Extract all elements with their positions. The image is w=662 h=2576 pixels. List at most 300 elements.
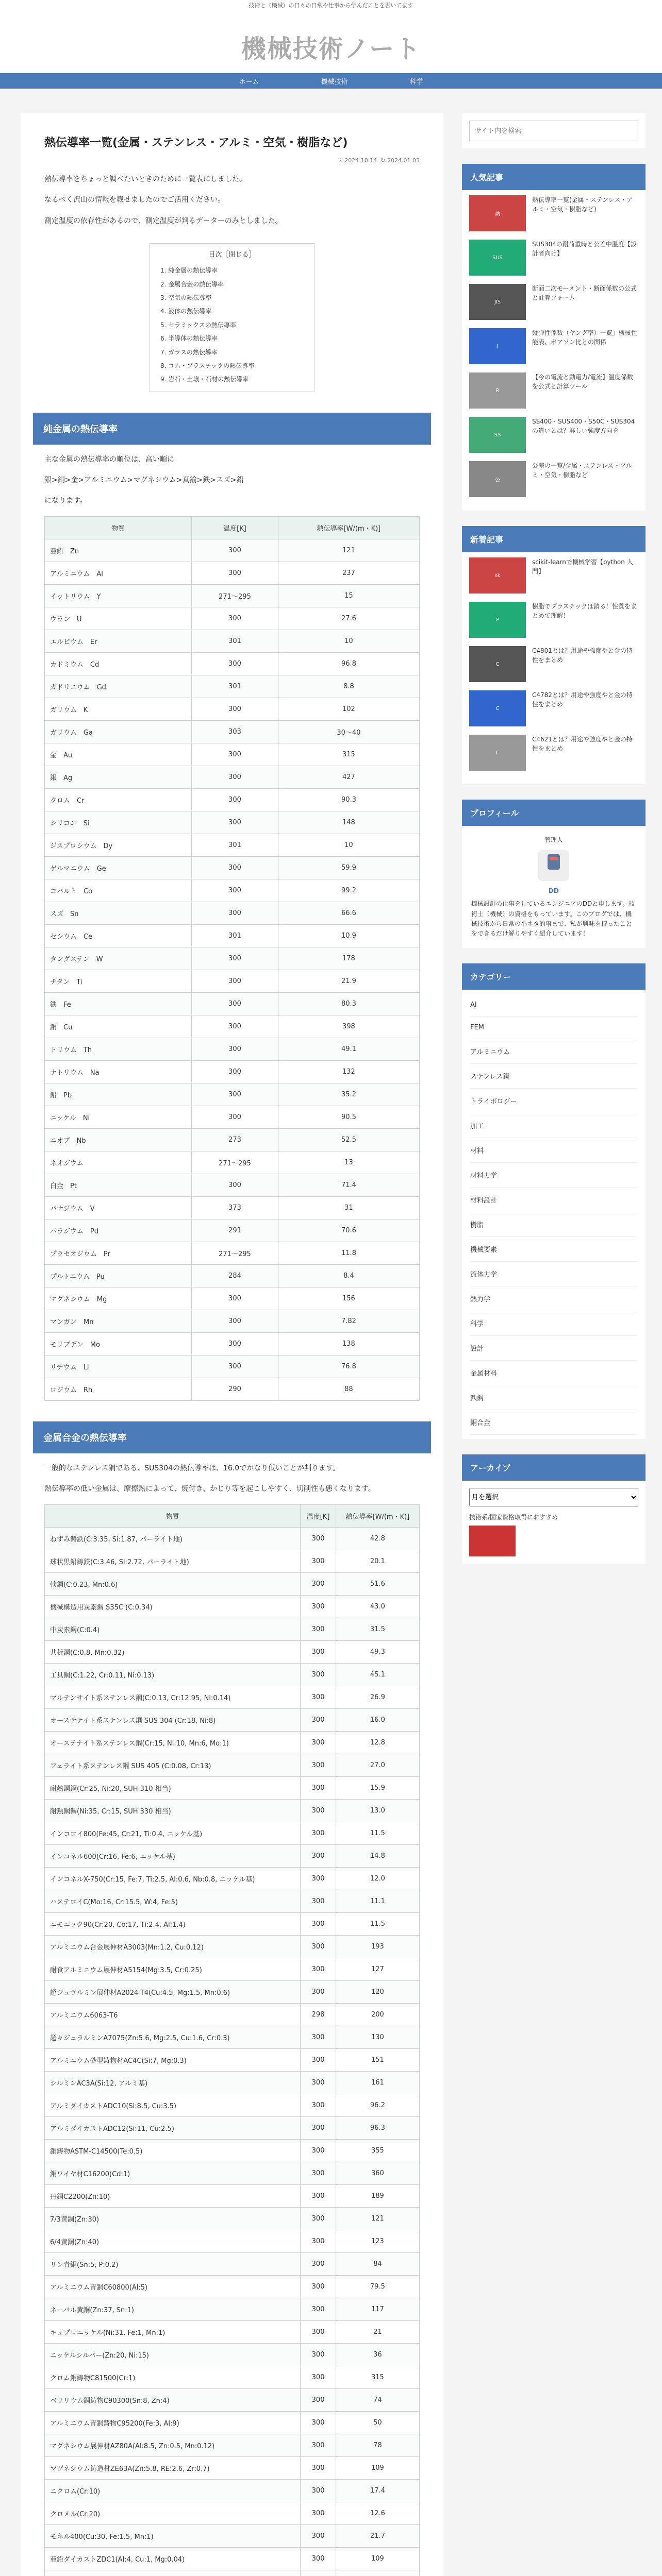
- profile-text: 機械設計の仕事をしているエンジニアのDDと申します。技術士（機械）の資格をもっています。このブログでは、機械技術から日常の小ネタ的事まで、私が興味を持ったことをできるだけ解りやすく紹介しています！: [471, 900, 635, 937]
- table-row: [45, 1799, 420, 1822]
- table-row: [45, 1663, 420, 1686]
- table-row: [45, 2139, 420, 2162]
- pure-metal-table: [44, 516, 420, 1401]
- table-row: [45, 743, 420, 766]
- list-item[interactable]: [469, 557, 638, 594]
- table-cell: 300: [301, 2116, 336, 2139]
- intro-text: 測定温度の依存性があるので、測定温度が判るデーターのみとしました。: [44, 216, 283, 225]
- table-cell: 300: [301, 1618, 336, 1640]
- table-cell: 43.0: [336, 1595, 419, 1618]
- table-cell: 300: [301, 1595, 336, 1618]
- category-link[interactable]: 科学: [470, 1311, 637, 1336]
- table-cell: プルトニウム Pu: [45, 1264, 192, 1287]
- category-link[interactable]: 熱力学: [470, 1286, 637, 1311]
- table-cell: マルテンサイト系ステンレス鋼(C:0.13, Cr:12.95, Ni:0.14): [45, 1686, 301, 1708]
- thumbnail: C: [469, 646, 526, 682]
- category-link[interactable]: ステンレス鋼: [470, 1064, 637, 1089]
- toc-item[interactable]: 8. ゴム・プラスチックの熱伝導率: [160, 362, 255, 369]
- table-cell: プラセオジウム Pr: [45, 1242, 192, 1264]
- table-row: [45, 902, 420, 924]
- table-cell: 11.5: [336, 1912, 419, 1935]
- widget-title: 人気記事: [462, 164, 646, 190]
- table-row: [45, 834, 420, 856]
- table-cell: 36: [336, 2343, 419, 2366]
- list-item-title[interactable]: C4801とは？用途や強度やと金の特性をまとめ: [532, 647, 633, 664]
- thumbnail: sk: [469, 557, 526, 594]
- list-item[interactable]: [469, 372, 638, 409]
- list-item-title[interactable]: 公差の一覧/金属・ステンレス・アルミ・空気・樹脂など: [532, 462, 633, 479]
- nav-item[interactable]: ホーム: [239, 78, 259, 86]
- thumbnail: JIS: [469, 284, 526, 320]
- table-cell: ナトリウム Na: [45, 1060, 192, 1083]
- table-cell: 50: [336, 2411, 419, 2434]
- section-text: 銀>銅>金>アルミニウム>マグネシウム>真鍮>鉄>スズ>鉛: [44, 476, 244, 485]
- table-row: [45, 2547, 420, 2570]
- table-cell: 51.6: [336, 1572, 419, 1595]
- archive-select[interactable]: [469, 1488, 638, 1506]
- table-cell: 300: [301, 2162, 336, 2184]
- table-cell: シルミンAC3A(Si:12, アルミ基): [45, 2071, 301, 2094]
- table-cell: 13.0: [336, 1799, 419, 1822]
- table-row: [45, 1754, 420, 1776]
- table-cell: 300: [301, 2502, 336, 2524]
- table-row: [45, 2048, 420, 2071]
- list-item[interactable]: [469, 461, 638, 497]
- category-link[interactable]: 機械要素: [470, 1237, 637, 1262]
- table-cell: 軟鋼(C:0.23, Mn:0.6): [45, 1572, 301, 1595]
- table-cell: 300: [192, 562, 278, 584]
- category-link[interactable]: 鉄鋼: [470, 1385, 637, 1410]
- toc-item[interactable]: 7. ガラスの熱伝導率: [160, 348, 218, 356]
- archive-widget: [462, 1454, 646, 1564]
- nav-item[interactable]: 機械技術: [321, 78, 348, 86]
- table-row: [45, 1527, 420, 1550]
- widget-title: アーカイブ: [462, 1454, 646, 1481]
- table-cell: 178: [278, 947, 419, 970]
- table-cell: 52.5: [278, 1128, 419, 1151]
- table-cell: 300: [301, 2388, 336, 2411]
- table-cell: インコロイ800(Fe:45, Cr:21, Ti:0.4, ニッケル基): [45, 1822, 301, 1844]
- category-link[interactable]: 金属材料: [470, 1361, 637, 1385]
- table-cell: 300: [301, 2184, 336, 2207]
- table-row: [45, 1912, 420, 1935]
- table-cell: 373: [192, 1196, 278, 1219]
- thumbnail: P: [469, 602, 526, 638]
- table-cell: 300: [301, 1776, 336, 1799]
- table-cell: 49.3: [336, 1640, 419, 1663]
- table-cell: 291: [192, 1219, 278, 1242]
- table-cell: 300: [301, 1799, 336, 1822]
- table-cell: 300: [301, 1527, 336, 1550]
- table-row: [45, 2570, 420, 2576]
- table-row: [45, 1355, 420, 1378]
- global-nav: [0, 73, 662, 89]
- list-item[interactable]: [469, 735, 638, 771]
- table-cell: 16.0: [336, 1708, 419, 1731]
- table-row: [45, 698, 420, 720]
- table-cell: 271〜295: [192, 1242, 278, 1264]
- table-row: [45, 1287, 420, 1310]
- table-cell: ロジウム Rh: [45, 1378, 192, 1400]
- section-text: 熱伝導率の低い金属は、摩擦熱によって、焼付き、かじり等を起こしやすく、切削性も悪くなります。: [44, 1485, 375, 1494]
- ranking-text: 技術系/国家資格取得におすすめ: [469, 1514, 558, 1521]
- table-cell: 300: [192, 811, 278, 834]
- table-cell: 237: [278, 562, 419, 584]
- table-cell: 10: [278, 630, 419, 652]
- table-cell: [301, 2570, 336, 2576]
- table-cell: 300: [301, 1640, 336, 1663]
- toc-item[interactable]: 3. 空気の熱伝導率: [160, 294, 212, 301]
- table-cell: 300: [301, 1731, 336, 1754]
- table-cell: 298: [301, 2003, 336, 2026]
- category-link[interactable]: 流体力学: [470, 1262, 637, 1286]
- table-cell: 121: [278, 539, 419, 562]
- table-cell: 300: [192, 788, 278, 811]
- table-row: [45, 1378, 420, 1400]
- table-cell: 156: [278, 1287, 419, 1310]
- table-row: [45, 1128, 420, 1151]
- table-cell: 96.3: [336, 2116, 419, 2139]
- table-cell: 27.0: [336, 1754, 419, 1776]
- section-heading: 金属合金の熱伝導率: [33, 1421, 431, 1453]
- table-cell: 123: [336, 2230, 419, 2252]
- table-cell: 7.82: [278, 1310, 419, 1332]
- list-item[interactable]: [469, 195, 638, 231]
- table-row: [45, 2026, 420, 2048]
- table-cell: 300: [192, 992, 278, 1015]
- table-cell: 66.6: [278, 902, 419, 924]
- table-header: 熱伝導率[W/(m・K)]: [278, 516, 419, 539]
- table-cell: ウラン U: [45, 607, 192, 630]
- table-cell: 300: [301, 2343, 336, 2366]
- list-item-title[interactable]: scikit-learnで機械学習【python 入門】: [532, 558, 633, 575]
- toc-item[interactable]: 4. 液体の熱伝導率: [160, 308, 212, 315]
- table-cell: 12.8: [336, 1731, 419, 1754]
- table-cell: 300: [301, 2434, 336, 2456]
- table-row: [45, 1264, 420, 1287]
- toc-item[interactable]: 2. 金属合金の熱伝導率: [160, 280, 224, 288]
- table-cell: 300: [301, 2230, 336, 2252]
- table-row: [45, 584, 420, 607]
- table-cell: 300: [192, 970, 278, 992]
- table-row: [45, 2434, 420, 2456]
- table-cell: ニオブ Nb: [45, 1128, 192, 1151]
- table-cell: 300: [192, 766, 278, 788]
- table-cell: 130: [336, 2026, 419, 2048]
- table-cell: 21.9: [278, 970, 419, 992]
- ranking-banner[interactable]: [469, 1526, 516, 1556]
- table-cell: 148: [278, 811, 419, 834]
- table-row: [45, 2320, 420, 2343]
- toc-title[interactable]: 目次［閉じる］: [208, 251, 256, 259]
- table-row: [45, 2388, 420, 2411]
- table-cell: 耐食アルミニウム展伸材A5154(Mg:3.5, Cr:0.25): [45, 1958, 301, 1980]
- table-cell: ニモニック90(Cr:20, Co:17, Ti:2.4, Al:1.4): [45, 1912, 301, 1935]
- table-cell: 301: [192, 630, 278, 652]
- table-row: [45, 1731, 420, 1754]
- table-cell: 鉛 Pb: [45, 1083, 192, 1106]
- table-cell: 102: [278, 698, 419, 720]
- table-row: [45, 2116, 420, 2139]
- toc-item[interactable]: 6. 半導体の熱伝導率: [160, 335, 218, 343]
- table-cell: 161: [336, 2071, 419, 2094]
- table-cell: オーステナイト系ステンレス鋼(Cr:15, Ni:10, Mn:6, Mo:1): [45, 1731, 301, 1754]
- new-posts-widget: [462, 526, 646, 784]
- table-cell: 71.4: [278, 1174, 419, 1196]
- category-link[interactable]: 加工: [470, 1113, 637, 1138]
- table-row: [45, 1038, 420, 1060]
- table-cell: 300: [301, 1980, 336, 2003]
- table-cell: 26.9: [336, 1686, 419, 1708]
- table-cell: 59.9: [278, 856, 419, 879]
- table-cell: クロム銅鋳物C81500(Cr:1): [45, 2366, 301, 2388]
- table-row: [45, 1618, 420, 1640]
- widget-title: カテゴリー: [462, 963, 646, 990]
- nav-item[interactable]: 科学: [409, 78, 423, 86]
- table-cell: 11.5: [336, 1822, 419, 1844]
- table-cell: 300: [192, 1355, 278, 1378]
- table-cell: 7/3黄銅(Zn:30): [45, 2207, 301, 2230]
- table-cell: 31.5: [336, 1618, 419, 1640]
- list-item-title[interactable]: 【今の電流と動電力/電流】温度係数を公式と計算ツール: [532, 374, 634, 390]
- table-cell: 117: [336, 2298, 419, 2320]
- post-date: ⏲ 2024.10.14 ↻ 2024.01.03: [338, 157, 420, 164]
- table-cell: 銅ワイヤ材C16200(Cd:1): [45, 2162, 301, 2184]
- table-row: [45, 992, 420, 1015]
- table-cell: カドミウム Cd: [45, 652, 192, 675]
- table-cell: チタン Ti: [45, 970, 192, 992]
- table-row: [45, 2230, 420, 2252]
- table-cell: 工具鋼(C:1.22, Cr:0.11, Ni:0.13): [45, 1663, 301, 1686]
- table-cell: オーステナイト系ステンレス鋼 SUS 304 (Cr:18, Ni:8): [45, 1708, 301, 1731]
- table-cell: ニッケル Ni: [45, 1106, 192, 1128]
- table-cell: 丹銅C2200(Zn:10): [45, 2184, 301, 2207]
- table-cell: 315: [278, 743, 419, 766]
- table-row: [45, 1174, 420, 1196]
- toc-item[interactable]: 5. セラミックスの熱伝導率: [160, 321, 236, 329]
- table-cell: トリウム Th: [45, 1038, 192, 1060]
- table-cell: 78: [336, 2434, 419, 2456]
- table-row: [45, 1822, 420, 1844]
- table-cell: 109: [336, 2456, 419, 2479]
- list-item-title[interactable]: 縦弾性係数（ヤング率）一覧」機械性能表、ポアソン比との関係: [532, 329, 637, 346]
- table-cell: 35.2: [278, 1083, 419, 1106]
- table-cell: 14.8: [336, 1844, 419, 1867]
- table-cell: 132: [278, 1060, 419, 1083]
- thumbnail: C: [469, 735, 526, 771]
- table-cell: 301: [192, 675, 278, 698]
- list-item[interactable]: [469, 284, 638, 320]
- list-item-title[interactable]: 樹脂でプラスチックは錆る！性質をまとめて理解！: [532, 603, 637, 619]
- table-cell: 121: [336, 2207, 419, 2230]
- toc-item[interactable]: 1. 純金属の熱伝導率: [160, 267, 218, 275]
- category-link[interactable]: 樹脂: [470, 1212, 637, 1237]
- table-cell: 300: [301, 1844, 336, 1867]
- table-cell: 21.7: [336, 2524, 419, 2547]
- topbar: 技術と（機械）の日々の日常や仕事から学んだことを書いてます: [0, 0, 662, 11]
- category-link[interactable]: AI: [470, 994, 637, 1016]
- table-row: [45, 2343, 420, 2366]
- table-cell: 109: [336, 2547, 419, 2570]
- site-logo[interactable]: 機械技術ノート: [241, 35, 421, 63]
- table-cell: 300: [301, 2320, 336, 2343]
- table-cell: 300: [301, 1867, 336, 1890]
- table-cell: 300: [192, 607, 278, 630]
- table-cell: 耐熱鋼鋼(Cr:25, Ni:20, SUH 310 相当): [45, 1776, 301, 1799]
- list-item-title[interactable]: 断面二次モーメント・断面係数の公式と計算フォーム: [532, 285, 637, 301]
- table-cell: 30〜40: [278, 720, 419, 743]
- table-row: [45, 1196, 420, 1219]
- table-header: 物質: [45, 1504, 301, 1527]
- category-link[interactable]: アルミニウム: [470, 1039, 637, 1064]
- list-item[interactable]: [469, 602, 638, 638]
- table-cell: 300: [301, 2048, 336, 2071]
- table-cell: 17.4: [336, 2479, 419, 2502]
- thumbnail: SUS: [469, 240, 526, 276]
- list-item-title[interactable]: SUS304の耐荷重時と公差中温度【設計者向け】: [532, 241, 637, 257]
- table-cell: 284: [192, 1264, 278, 1287]
- table-cell: 79.5: [336, 2275, 419, 2298]
- table-cell: リチウム Li: [45, 1355, 192, 1378]
- list-item[interactable]: [469, 240, 638, 276]
- table-cell: 300: [301, 2547, 336, 2570]
- table-row: [45, 2071, 420, 2094]
- table-cell: 300: [301, 1550, 336, 1572]
- category-link[interactable]: 材料力学: [470, 1163, 637, 1188]
- table-cell: マンガン Mn: [45, 1310, 192, 1332]
- table-cell: アルミニウム6063-T6: [45, 2003, 301, 2026]
- table-cell: 27.6: [278, 607, 419, 630]
- table-cell: 300: [301, 2139, 336, 2162]
- table-cell: ジスプロシウム Dy: [45, 834, 192, 856]
- table-cell: リン青銅(Sn:5, P:0.2): [45, 2252, 301, 2275]
- table-cell: 300: [301, 2479, 336, 2502]
- category-link[interactable]: 設計: [470, 1336, 637, 1361]
- list-item[interactable]: [469, 690, 638, 726]
- table-cell: 300: [192, 879, 278, 902]
- category-link[interactable]: 銅合金: [470, 1410, 637, 1435]
- table-row: [45, 2524, 420, 2547]
- category-link[interactable]: トライボロジー: [470, 1089, 637, 1113]
- list-item[interactable]: [469, 328, 638, 364]
- table-cell: 90.5: [278, 1106, 419, 1128]
- table-row: [45, 1242, 420, 1264]
- table-cell: 超ジュラルミン展伸材A2024-T4(Cu:4.5, Mg:1.5, Mn:0.6): [45, 1980, 301, 2003]
- table-row: [45, 2366, 420, 2388]
- table-row: [45, 562, 420, 584]
- table-cell: 超々ジュラルミンA7075(Zn:5.6, Mg:2.5, Cu:1.6, Cr:0.3): [45, 2026, 301, 2048]
- table-cell: アルミニウム青銅鋳物C95200(Fe:3, Al:9): [45, 2411, 301, 2434]
- table-cell: 300: [301, 2275, 336, 2298]
- table-cell: 80.3: [278, 992, 419, 1015]
- table-cell: 300: [301, 1708, 336, 1731]
- table-row: [45, 2184, 420, 2207]
- table-row: [45, 2456, 420, 2479]
- table-cell: 銅鋳物ASTM-C14500(Te:0.5): [45, 2139, 301, 2162]
- table-cell: 300: [301, 2252, 336, 2275]
- table-cell: 300: [192, 698, 278, 720]
- table-cell: 8.4: [278, 1264, 419, 1287]
- table-cell: ゲルマニウム Ge: [45, 856, 192, 879]
- list-item-title[interactable]: C4621とは？用途や強度やと金の特性をまとめ: [532, 736, 633, 752]
- table-header: 温度[K]: [192, 516, 278, 539]
- category-link[interactable]: 材料: [470, 1138, 637, 1163]
- table-cell: ガドリニウム Gd: [45, 675, 192, 698]
- thumbnail: C: [469, 690, 526, 726]
- table-row: [45, 1550, 420, 1572]
- table-cell: 74: [336, 2388, 419, 2411]
- section-text: 主な金属の熱伝導率の順位は、高い順に: [44, 455, 174, 464]
- table-cell: 273: [192, 1128, 278, 1151]
- table-row: [45, 1686, 420, 1708]
- table-cell: マグネシウム鋳造材ZE63A(Zn:5.8, RE:2.6, Zr:0.7): [45, 2456, 301, 2479]
- table-cell: アルミニウム合金展伸材A3003(Mn:1.2, Cu:0.12): [45, 1935, 301, 1958]
- table-cell: 96.8: [278, 652, 419, 675]
- category-widget: [462, 963, 646, 1439]
- table-cell: 300: [301, 1958, 336, 1980]
- table-cell: 96.2: [336, 2094, 419, 2116]
- sidebar: [462, 113, 646, 1579]
- section-heading: 純金属の熱伝導率: [33, 413, 431, 445]
- table-cell: 300: [301, 1663, 336, 1686]
- table-row: [45, 2275, 420, 2298]
- table-cell: 機械構造用炭素鋼 S35C (C:0.34): [45, 1595, 301, 1618]
- popular-widget: [462, 164, 646, 511]
- main-content: [21, 113, 443, 2576]
- table-row: [45, 970, 420, 992]
- intro-text: 熱伝導率をちょっと調べたいときのために一覧表にしました。: [44, 175, 246, 183]
- search-input[interactable]: [469, 121, 638, 141]
- list-item-title[interactable]: SS400・SUS400・S50C・SUS304の違いとは？詳しい強度方向を: [532, 418, 635, 434]
- widget-title: プロフィール: [462, 800, 646, 826]
- table-cell: ネーバル黄銅(Zn:37, Sn:1): [45, 2298, 301, 2320]
- intro-text: なるべく沢山の情報を載せましたのでご活用ください。: [44, 196, 225, 205]
- category-link[interactable]: FEM: [470, 1016, 637, 1039]
- table-cell: アルミニウム砂型鋳物材AC4C(Si:7, Mg:0.3): [45, 2048, 301, 2071]
- table-cell: 15.9: [336, 1776, 419, 1799]
- table-row: [45, 766, 420, 788]
- table-cell: アルミニウム Al: [45, 562, 192, 584]
- table-cell: インコネルX-750(Cr:15, Fe:7, Ti:2.5, Al:0.6, Nb:0.8, ニッケル基): [45, 1867, 301, 1890]
- table-row: [45, 1890, 420, 1912]
- toc-item[interactable]: 9. 岩石・土壌・石材の熱伝導率: [160, 376, 249, 383]
- table-row: [45, 2003, 420, 2026]
- category-link[interactable]: 材料設計: [470, 1188, 637, 1212]
- list-item[interactable]: [469, 646, 638, 682]
- table-row: [45, 1151, 420, 1174]
- list-item-title[interactable]: C4782とは？用途や強度やと金の特性をまとめ: [532, 691, 633, 708]
- table-cell: 200: [336, 2003, 419, 2026]
- table-cell: 300: [301, 1912, 336, 1935]
- table-cell: ガリウム Ga: [45, 720, 192, 743]
- table-cell: 300: [192, 1015, 278, 1038]
- table-row: [45, 2502, 420, 2524]
- table-cell: 亜鉛 Zn: [45, 539, 192, 562]
- table-row: [45, 607, 420, 630]
- table-row: [45, 1958, 420, 1980]
- table-cell: モリブデン Mo: [45, 1332, 192, 1355]
- list-item[interactable]: [469, 417, 638, 453]
- table-cell: クロム Cr: [45, 788, 192, 811]
- table-cell: 亜鉛ダイカストZDC1(Al:4, Cu:1, Mg:0.04): [45, 2547, 301, 2570]
- table-row: [45, 1310, 420, 1332]
- table-cell: 300: [192, 1060, 278, 1083]
- table-cell: 127: [336, 1958, 419, 1980]
- table-row: [45, 2162, 420, 2184]
- table-header: 物質: [45, 516, 192, 539]
- table-cell: 271〜295: [192, 1151, 278, 1174]
- list-item-title[interactable]: 熱伝導率一覧(金属・ステンレス・アルミ・空気・樹脂など): [532, 196, 633, 213]
